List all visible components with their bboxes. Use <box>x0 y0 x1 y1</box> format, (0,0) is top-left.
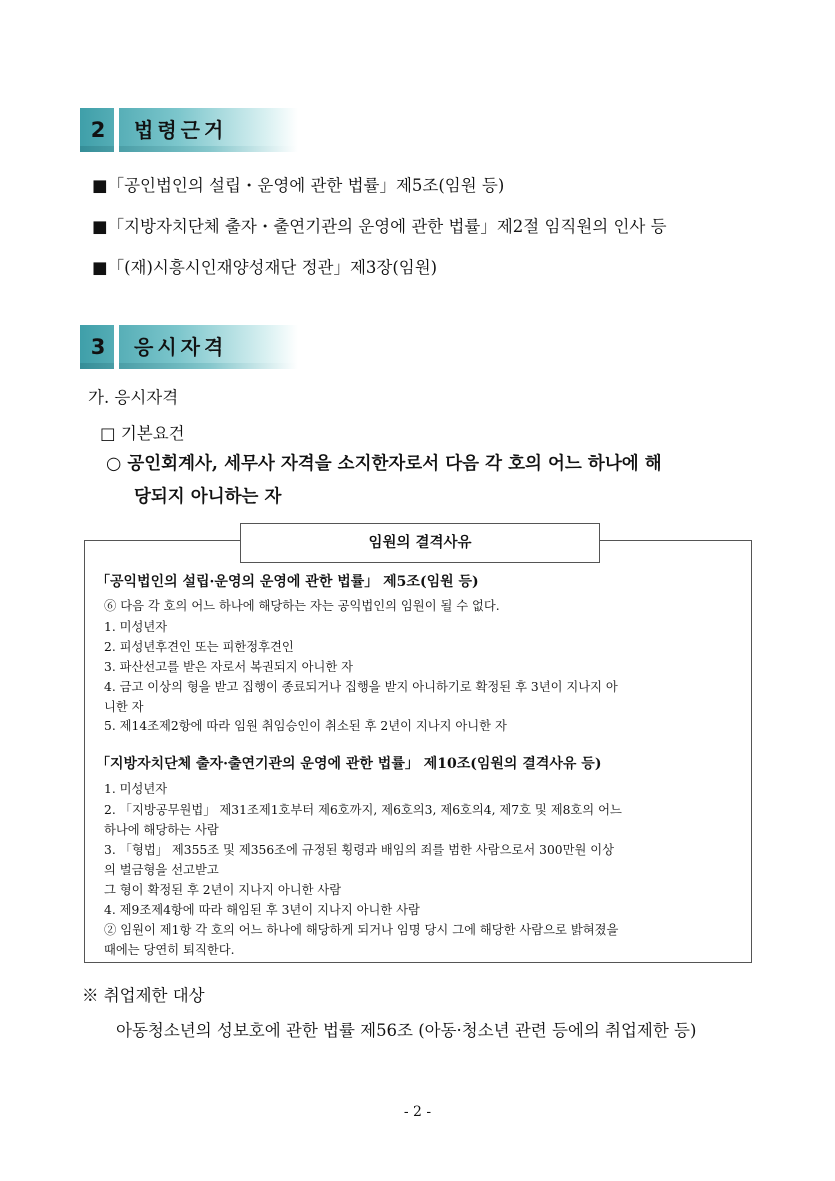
requirement-line: 당되지 아니하는 자 <box>134 487 282 507</box>
section-title: 응시자격 <box>134 335 228 359</box>
requirement-line: ○ 공인회계사, 세무사 자격을 소지한자로서 다음 각 호의 어느 하나에 해 <box>106 454 662 474</box>
employment-restriction-text: 아동청소년의 성보호에 관한 법률 제56조 (아동·청소년 관련 등에의 취업제한 등) <box>116 1021 697 1040</box>
box-line: ② 임원이 제1항 각 호의 어느 하나에 해당하게 되거나 임명 당시 그에 해당한 사람으로 밝혀졌을 <box>104 923 619 937</box>
box-line: 2. 피성년후견인 또는 피한정후견인 <box>104 640 294 654</box>
page-number: - 2 - <box>403 1104 432 1120</box>
box-line: 1. 미성년자 <box>104 620 168 634</box>
law-basis-item: ■「지방자치단체 출자・출연기관의 운영에 관한 법률」제2절 임직원의 인사 등 <box>92 217 667 236</box>
employment-restriction-heading: ※ 취업제한 대상 <box>82 986 205 1005</box>
law-basis-item: ■「(재)시흥시인재양성재단 정관」제3장(임원) <box>92 258 438 277</box>
box-line: 때에는 당연히 퇴직한다. <box>104 943 235 957</box>
law-heading: 「공익법인의 설립·운영의 운영에 관한 법률」 제5조(임원 등) <box>96 574 479 590</box>
box-line: 5. 제14조제2항에 따라 임원 취임승인이 취소된 후 2년이 지나지 아니한 자 <box>104 719 507 733</box>
box-line: 하나에 해당하는 사람 <box>104 823 219 837</box>
section-3-header <box>80 325 298 369</box>
box-line: 그 형이 확정된 후 2년이 지나지 아니한 사람 <box>104 883 342 897</box>
box-line: 1. 미성년자 <box>104 782 168 796</box>
box-line: ⑥ 다음 각 호의 어느 하나에 해당하는 자는 공익법인의 임원이 될 수 없다. <box>104 599 500 613</box>
law-heading: 「지방자치단체 출자·출연기관의 운영에 관한 법률」 제10조(임원의 결격사유 등) <box>96 756 602 772</box>
box-line: 4. 제9조제4항에 따라 해임된 후 3년이 지나지 아니한 사람 <box>104 903 420 917</box>
section-title: 법령근거 <box>134 118 228 142</box>
box-line: 니한 자 <box>104 700 144 714</box>
section-number: 2 <box>90 118 106 142</box>
box-line: 4. 금고 이상의 형을 받고 집행이 종료되거나 집행을 받지 아니하기로 확정된 후 3년이 지나지 아 <box>104 680 618 694</box>
section-2-header <box>80 108 298 152</box>
sub-heading: 가. 응시자격 <box>88 388 179 407</box>
box-line: 의 벌금형을 선고받고 <box>104 863 219 877</box>
box-line: 3. 「형법」 제355조 및 제356조에 규정된 횡령과 배임의 죄를 범한 사람으로서 300만원 이상 <box>104 843 615 857</box>
box-title: 임원의 결격사유 <box>240 523 600 563</box>
box-line: 3. 파산선고를 받은 자로서 복권되지 아니한 자 <box>104 660 354 674</box>
section-number: 3 <box>90 335 106 359</box>
basic-requirement-heading: □ 기본요건 <box>100 424 185 443</box>
box-line: 2. 「지방공무원법」 제31조제1호부터 제6호까지, 제6호의3, 제6호의4, 제7호 및 제8호의 어느 <box>104 803 622 817</box>
law-basis-item: ■「공인법인의 설립・운영에 관한 법률」제5조(임원 등) <box>92 176 505 195</box>
